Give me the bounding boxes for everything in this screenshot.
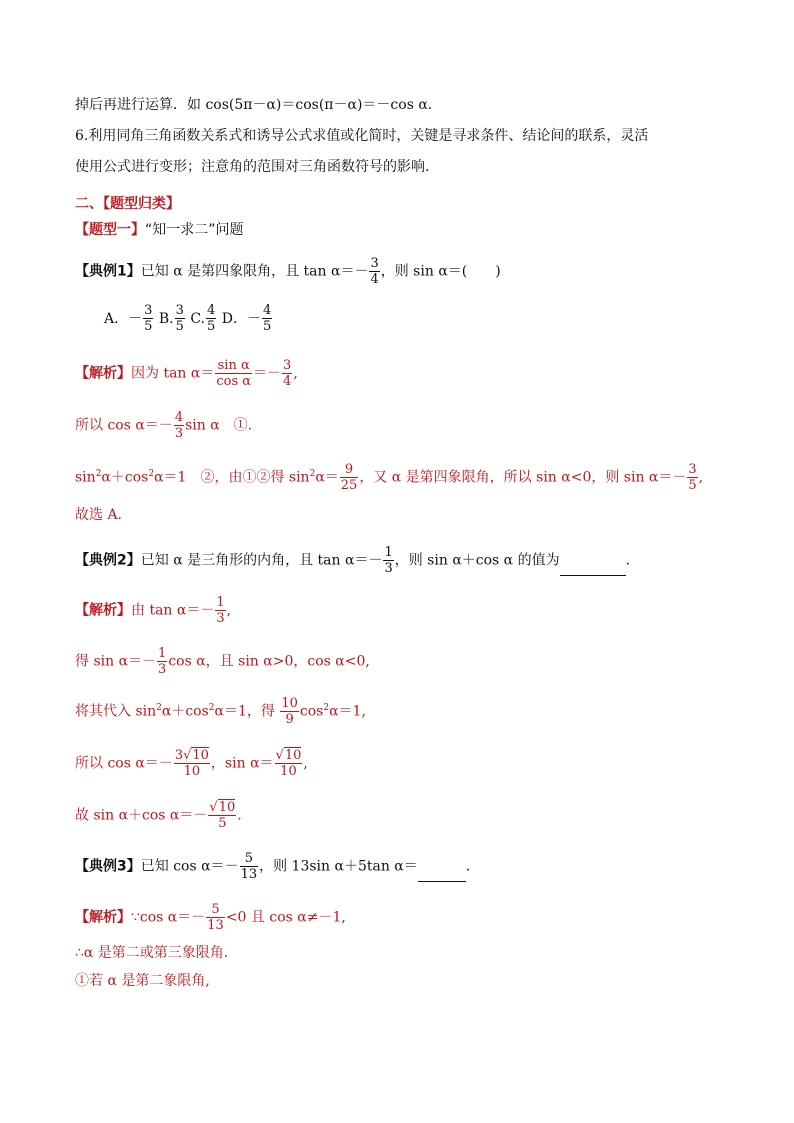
example-3-solution-line-3: ①若 α 是第二象限角, [75,973,210,989]
option-b: B. $\frac{3}{5}$ [158,303,184,334]
text-line: 6.利用同角三角函数关系式和诱导公式求值或化简时，关键是寻求条件、结论间的联系，灵活 [75,128,649,144]
example-2-solution-line-1: 【解析】由 tan α＝－ $\frac{1}{3}$ , [75,595,232,626]
solution-tag: 【解析】 [75,365,131,382]
example-2-question: 【典例2】已知 α 是三角形的内角，且 tan α＝－ $\frac{1}{3}$ ，则 sin α＋cos α 的值为 . [75,545,631,576]
answer-blank[interactable] [418,867,466,882]
example-1-solution-line-2: 所以 cos α＝－ $\frac{4}{3}$ sin α ①. [75,410,253,441]
section-title: 二、【题型归类】 [75,196,180,212]
text-line: 使用公式进行变形；注意角的范围对三角函数符号的影响. [75,159,430,175]
example-tag: 【典例1】 [75,263,141,280]
option-d: D．－ $\frac{4}{5}$ [221,303,272,334]
q-text: 已知 α 是第四象限角，且 tan α＝－ [140,263,369,280]
example-3-question: 【典例3】已知 cos α＝－ $\frac{5}{13}$ ，则 13sin α＋5tan α＝ . [75,851,471,882]
answer-blank[interactable] [560,561,626,576]
example-1-solution-line-1: 【解析】因为 tan α＝ $\frac{\text{sin α}}{\text{cos α}}$ ＝－ $\frac{3}{4}$ , [75,358,298,389]
example-2-solution-line-5: 故 sin α＋cos α＝－ $\frac{√10}{5}$ . [75,800,242,831]
example-2-solution-line-2: 得 sin α＝－ $\frac{1}{3}$ cos α，且 sin α>0，cos α<0, [75,646,370,677]
example-2-solution-line-3: 将其代入 $\sin^2\alpha+\cos^2\alpha=1$，得 $\frac{10}{9}$ $\cos^2\alpha=1$, [75,696,366,727]
option-a: A．－ $\frac{3}{5}$ [104,303,153,334]
solution-tag: 【解析】 [75,909,131,926]
example-1-question [75,256,501,287]
example-1-options [104,303,273,334]
example-3-solution-line-2: ∴α 是第二或第三象限角. [75,945,229,961]
solution-tag: 【解析】 [75,602,131,619]
example-3-solution-line-1: 【解析】∵cos α＝－ $\frac{5}{13}$ <0 且 cos α≠－1, [75,902,346,933]
example-2-solution-line-4: 所以 cos α＝－ $\frac{3√10}{10}$ ，sin α＝ $\frac{√10}{10}$ , [75,748,308,779]
type-tag: 【题型一】 [75,222,145,238]
question-type-heading [75,221,244,239]
type-title: “知一求二”问题 [145,222,244,238]
example-1-conclusion: 故选 A. [75,507,123,523]
fraction: $\frac{3}{4}$ [370,256,379,287]
example-tag: 【典例3】 [75,858,141,875]
option-c: C. $\frac{4}{5}$ [190,303,216,334]
example-tag: 【典例2】 [75,552,141,569]
example-1-solution-line-3: $\sin^2\alpha+\cos^2\alpha=1$ ②，由①②得 $\sin^2\alpha=$ $\frac{9}{25}$ ，又 α 是第四象限角，所以 sin α<0，则 sin α＝－ $\frac{3}{5}$ , [75,462,704,493]
text-line: 掉后再进行运算．如 cos(5π－α)＝cos(π－α)＝－cos α. [75,97,433,113]
q-text: ，则 sin α＝( ) [380,263,501,280]
